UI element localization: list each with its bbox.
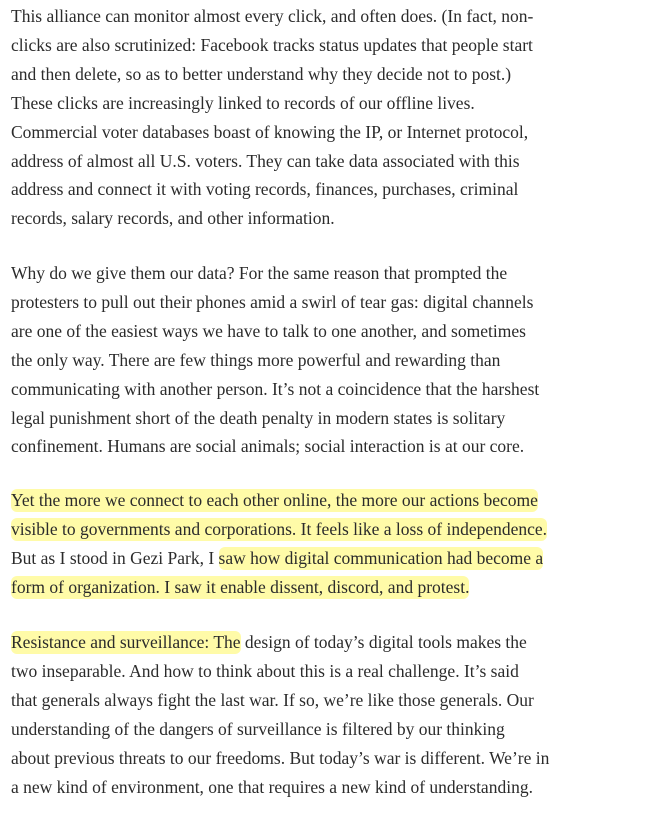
text-line (11, 657, 549, 686)
paragraph-2 (11, 259, 539, 461)
text-line (11, 375, 539, 404)
body-text: address and connect it with voting records, finances, purchases, criminal (11, 179, 519, 200)
body-text: about previous threats to our freedoms. But today’s war is different. We’re in (11, 747, 550, 768)
text-line (11, 346, 539, 375)
body-text: Commercial voter databases boast of knowing the IP, or Internet protocol, (11, 121, 529, 142)
body-text: are one of the easiest ways we have to talk to one another, and sometimes (11, 320, 526, 341)
body-text: understanding of the dangers of surveillance is filtered by our thinking (11, 718, 505, 739)
body-text: address of almost all U.S. voters. They can take data associated with this (11, 150, 520, 171)
text-line (11, 544, 547, 573)
text-line (11, 628, 549, 657)
body-text: clicks are also scrutinized: Facebook tracks status updates that people start (11, 34, 533, 55)
text-line (11, 89, 533, 118)
text-line (11, 60, 533, 89)
text-line (11, 175, 533, 204)
text-line (11, 31, 533, 60)
body-text: legal punishment short of the death penalty in modern states is solitary (11, 407, 506, 428)
body-text: These clicks are increasingly linked to records of our offline lives. (11, 92, 475, 113)
body-text: the only way. There are few things more powerful and rewarding than (11, 349, 501, 370)
body-text: two inseparable. And how to think about this is a real challenge. It’s said (11, 660, 519, 681)
body-text: This alliance can monitor almost every click, and often does. (In fact, non- (11, 6, 534, 26)
body-text: and then delete, so as to better understand why they decide not to post.) (11, 63, 512, 84)
body-text: communicating with another person. It’s not a coincidence that the harshest (11, 378, 540, 399)
text-line (11, 573, 547, 602)
text-line (11, 317, 539, 346)
text-line (11, 486, 547, 515)
text-line (11, 715, 549, 744)
text-line (11, 204, 533, 233)
text-line (11, 118, 533, 147)
text-line (11, 404, 539, 433)
text-line (11, 686, 549, 715)
body-text: protesters to pull out their phones amid a swirl of tear gas: digital channels (11, 291, 534, 312)
text-line (11, 515, 547, 544)
highlighted-text: visible to governments and corporations. It feels like a loss of independence. (11, 518, 548, 539)
text-line (11, 432, 539, 461)
body-text: But as I stood in Gezi Park, I (11, 547, 219, 568)
text-line (11, 744, 549, 773)
text-line (11, 288, 539, 317)
highlighted-text: form of organization. I saw it enable dissent, discord, and protest. (11, 576, 470, 597)
paragraph-3 (11, 486, 547, 602)
text-line (11, 773, 549, 802)
body-text: that generals always fight the last war. If so, we’re like those generals. Our (11, 689, 534, 710)
body-text: confinement. Humans are social animals; social interaction is at our core. (11, 436, 525, 457)
body-text: design of today’s digital tools makes the (240, 632, 527, 652)
body-text: a new kind of environment, one that requires a new kind of understanding. (11, 776, 533, 797)
highlighted-text: Resistance and surveillance: The (11, 632, 241, 652)
highlighted-text: Yet the more we connect to each other online, the more our actions become (11, 490, 538, 510)
paragraph-1 (11, 2, 533, 233)
paragraph-4 (11, 628, 549, 801)
text-line (11, 259, 539, 288)
body-text: Why do we give them our data? For the same reason that prompted the (11, 263, 508, 283)
body-text: records, salary records, and other information. (11, 208, 335, 229)
text-line (11, 147, 533, 176)
text-line (11, 2, 533, 31)
highlighted-text: saw how digital communication had become a (218, 547, 544, 568)
